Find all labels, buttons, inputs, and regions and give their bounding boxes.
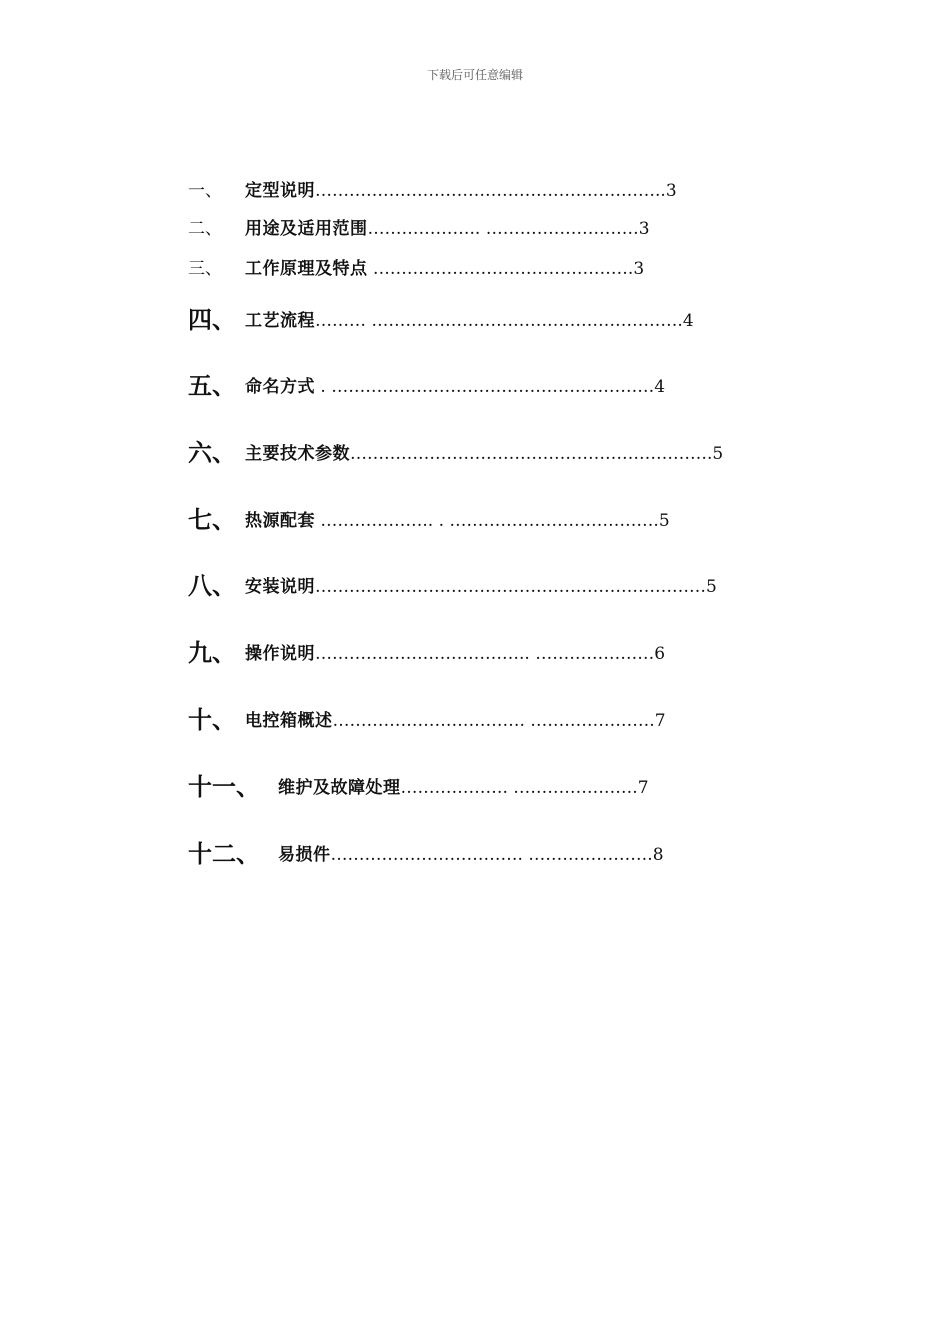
toc-entry-number: 九、	[188, 639, 236, 667]
toc-entry-title: 用途及适用范围	[245, 219, 368, 239]
toc-entry-page: 3	[633, 259, 645, 279]
toc-entry-leader: ……………………………………….	[367, 259, 634, 279]
toc-entry-title: 安装说明	[245, 577, 315, 597]
toc-entry-title: 命名方式	[245, 377, 315, 397]
toc-entry-leader: ……………………………………………………..	[315, 181, 666, 201]
toc-entry-page: 7	[654, 711, 667, 731]
toc-entry-number: 三、	[188, 259, 222, 279]
toc-entry-number: 十二、	[188, 840, 260, 868]
toc-entry-page: 3	[665, 181, 678, 201]
toc-entry-leader: ……………………………. ………………….	[330, 845, 653, 865]
toc-entry-number: 十、	[188, 706, 236, 734]
toc-entry-text	[245, 306, 694, 331]
toc-entry-number: 十一、	[188, 773, 260, 801]
toc-entry-leader: ……………………………….. …………………	[315, 644, 655, 664]
toc-entry-title: 工作原理及特点	[245, 259, 368, 279]
toc-entry-leader: ……… ……………………………………………….	[315, 311, 683, 331]
toc-entry-title: 操作说明	[245, 644, 315, 664]
toc-entry-text	[278, 840, 664, 865]
toc-entry-title: 易损件	[278, 845, 331, 865]
toc-entry-text	[245, 214, 650, 239]
toc-entry-page: 6	[654, 644, 666, 664]
toc-entry-number: 八、	[188, 572, 236, 600]
toc-entry-number: 五、	[188, 372, 236, 400]
toc-entry-title: 定型说明	[245, 181, 315, 201]
toc-entry-page: 7	[637, 778, 650, 798]
toc-entry-title: 电控箱概述	[245, 711, 333, 731]
toc-entry-leader: ……………….. . ……………………………….	[315, 511, 659, 531]
toc-entry-text	[245, 254, 645, 279]
toc-entry-leader: ……………………………. ………………….	[332, 711, 655, 731]
toc-entry-number: 七、	[188, 506, 236, 534]
toc-entry-leader: ……………….. ………………………	[367, 219, 639, 239]
toc-entry-number: 四、	[188, 306, 236, 334]
toc-entry-page: 5	[706, 577, 718, 597]
toc-entry-title: 工艺流程	[245, 311, 315, 331]
toc-entry-leader: ………………. ………………….	[400, 778, 638, 798]
toc-entry-title: 主要技术参数	[245, 444, 350, 464]
toc-entry-text	[245, 572, 717, 597]
toc-entry-text	[245, 639, 666, 664]
toc-entry-leader: ……………………………………………………….	[350, 444, 713, 464]
toc-entry-text	[245, 176, 677, 201]
toc-entry-text	[245, 439, 724, 464]
toc-entry-title: 维护及故障处理	[278, 778, 401, 798]
toc-entry-text	[278, 773, 649, 798]
toc-entry-number: 二、	[188, 219, 222, 239]
toc-entry-text	[245, 372, 666, 397]
toc-entry-leader: ……………………………………………………………	[315, 577, 706, 597]
toc-entry-text	[245, 706, 666, 731]
toc-entry-page: 4	[682, 311, 695, 331]
toc-entry-leader: . …………………………………………………	[315, 377, 655, 397]
toc-entry-page: 3	[638, 219, 651, 239]
header-note: 下载后可任意编辑	[426, 68, 523, 82]
toc-entry-text	[245, 506, 670, 531]
toc-entry-page: 5	[712, 444, 724, 464]
toc-entry-number: 一、	[188, 181, 222, 201]
toc-entry-page: 8	[652, 845, 665, 865]
toc-entry-page: 5	[658, 511, 671, 531]
toc-entry-title: 热源配套	[245, 511, 315, 531]
toc-entry-page: 4	[654, 377, 666, 397]
toc-entry-number: 六、	[188, 439, 236, 467]
